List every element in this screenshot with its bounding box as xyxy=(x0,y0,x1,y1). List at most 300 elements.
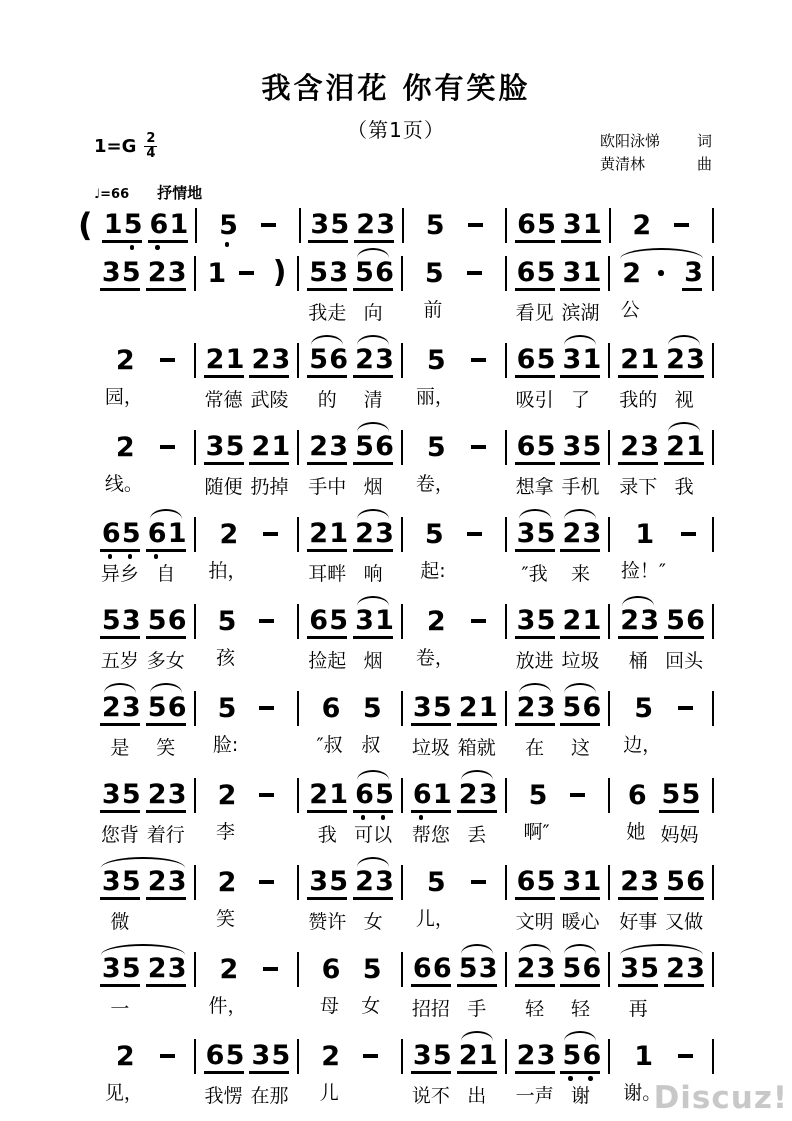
note-digit: 2 xyxy=(147,865,167,897)
composer-role: 曲 xyxy=(696,157,712,174)
octave-dot-row xyxy=(307,378,347,386)
octave-dot-row xyxy=(320,984,340,992)
note-digits xyxy=(218,519,238,549)
measure xyxy=(196,770,298,846)
note-digits xyxy=(320,693,340,723)
lyric-syllable: 着行 xyxy=(146,824,185,846)
note-digits xyxy=(411,780,451,813)
note-digits xyxy=(411,954,451,987)
note-token xyxy=(560,335,600,414)
measure xyxy=(507,1031,609,1110)
arc-spacer xyxy=(421,509,445,519)
note-token xyxy=(353,335,393,414)
note-digits xyxy=(146,780,186,813)
note-token xyxy=(659,770,699,849)
note-digit: 3 xyxy=(562,865,582,897)
low-octave-dot xyxy=(100,552,120,560)
note-digit: 5 xyxy=(375,778,394,810)
octave-dot-row xyxy=(204,378,244,386)
octave-dot-spacer xyxy=(353,900,373,908)
note-token xyxy=(353,509,393,588)
note-digit: 2 xyxy=(620,865,640,897)
dash-note xyxy=(160,1054,175,1058)
note-digit: 3 xyxy=(329,256,349,288)
octave-dot-spacer xyxy=(146,639,166,647)
octave-dot-spacer xyxy=(307,813,327,821)
octave-dot-spacer xyxy=(307,900,327,908)
octave-dot-spacer xyxy=(431,987,451,995)
low-octave-dot xyxy=(217,240,237,248)
note-token xyxy=(560,596,600,675)
octave-dot-row xyxy=(425,462,445,470)
octave-dot-spacer xyxy=(535,291,555,299)
octave-dot-row xyxy=(146,291,186,299)
note-digit: 2 xyxy=(666,343,685,375)
note-token xyxy=(213,857,239,933)
measure xyxy=(92,248,194,327)
arc-spacer xyxy=(214,857,238,867)
note-token xyxy=(146,944,186,1023)
measure xyxy=(403,335,505,411)
note-token xyxy=(675,509,702,585)
note-digits xyxy=(515,693,555,726)
credits xyxy=(600,131,712,178)
note-token xyxy=(249,422,289,501)
octave-dot-spacer xyxy=(146,813,166,821)
note-digit: 1 xyxy=(169,208,189,240)
note-digit: 1 xyxy=(582,256,602,288)
note-token xyxy=(411,683,451,762)
note-digit: 6 xyxy=(627,779,647,811)
octave-dot-spacer xyxy=(411,726,431,734)
dash-note xyxy=(678,706,693,710)
octave-dot-spacer xyxy=(216,723,236,731)
time-signature xyxy=(144,132,157,162)
note-digit: 1 xyxy=(582,208,602,240)
note-token xyxy=(308,200,348,251)
discuz-watermark: Discuz! xyxy=(653,1080,788,1116)
octave-dot-row xyxy=(249,378,289,386)
octave-dot-spacer xyxy=(307,465,327,473)
lyric-syllable: 的 xyxy=(317,389,337,411)
octave-dot-row xyxy=(515,465,555,473)
octave-dot-spacer xyxy=(638,378,658,386)
octave-dot-row xyxy=(620,288,640,296)
octave-dot-spacer xyxy=(515,552,535,560)
note-digits xyxy=(425,867,445,897)
octave-dot-row xyxy=(560,291,600,299)
measure xyxy=(610,596,712,675)
octave-dot-spacer xyxy=(166,552,186,560)
note-token xyxy=(154,1031,181,1107)
note-digits xyxy=(307,519,347,552)
note-token xyxy=(213,770,239,846)
note-digit: 3 xyxy=(375,517,394,549)
note-token xyxy=(461,248,488,324)
note-digits xyxy=(618,606,658,639)
octave-dot-row xyxy=(515,1074,555,1082)
note-digits xyxy=(353,606,393,639)
note-token xyxy=(515,944,555,1023)
octave-dot-spacer xyxy=(580,291,600,299)
note-token xyxy=(420,509,446,585)
note-digit: 2 xyxy=(309,430,329,462)
arc-spacer xyxy=(624,770,648,780)
measure xyxy=(507,857,609,936)
lyric-syllable: 卷， xyxy=(415,473,454,495)
note-token xyxy=(100,857,140,936)
note-token xyxy=(146,248,186,327)
note-token xyxy=(257,509,284,585)
octave-dot-row xyxy=(218,984,238,992)
note-token xyxy=(515,857,555,936)
note-digits xyxy=(564,780,591,810)
note-digits xyxy=(618,345,658,378)
note-digit: 5 xyxy=(271,1039,291,1071)
note-token xyxy=(664,596,704,675)
octave-dot-row xyxy=(632,723,652,731)
note-token xyxy=(648,248,674,327)
octave-dot-spacer xyxy=(353,378,373,386)
note-digits xyxy=(672,693,699,723)
note-token xyxy=(618,335,658,414)
arc-spacer xyxy=(318,944,342,954)
note-digit: 5 xyxy=(681,778,701,810)
octave-dot-spacer xyxy=(630,240,650,248)
music-system xyxy=(78,857,714,936)
note-digits xyxy=(560,432,600,465)
octave-dot-row xyxy=(353,465,393,473)
note-digits xyxy=(308,210,348,243)
arc-spacer xyxy=(466,857,490,867)
note-digits xyxy=(249,1041,289,1074)
octave-dot-spacer xyxy=(146,291,166,299)
lyric-syllable: 母 xyxy=(320,995,340,1017)
measure xyxy=(403,944,505,1023)
dash-note xyxy=(259,619,274,623)
measure xyxy=(197,200,298,248)
note-token xyxy=(307,596,347,675)
octave-dot-spacer xyxy=(638,465,658,473)
octave-dot-row xyxy=(560,726,600,734)
arc-spacer xyxy=(628,200,652,210)
note-digit: 2 xyxy=(219,518,239,550)
octave-dot-row xyxy=(425,897,445,905)
note-digit: 1 xyxy=(634,1040,654,1072)
octave-dot-spacer xyxy=(373,465,393,473)
note-digits xyxy=(465,432,492,462)
arc-spacer xyxy=(420,596,450,606)
octave-dot-row xyxy=(560,1074,600,1082)
arc-spacer xyxy=(214,770,238,780)
arc-spacer xyxy=(422,200,446,210)
note-token xyxy=(416,422,454,498)
note-digit: 5 xyxy=(426,344,446,376)
low-octave-dot xyxy=(146,552,166,560)
note-digit: 1 xyxy=(225,343,245,375)
note-digit: 1 xyxy=(582,865,602,897)
octave-dot-spacer xyxy=(146,900,166,908)
note-digits xyxy=(682,258,702,291)
lyric-syllable: 帮您 xyxy=(411,824,450,846)
note-digit: 3 xyxy=(562,343,582,375)
note-digit: 6 xyxy=(582,952,602,984)
music-system xyxy=(78,200,714,251)
low-octave-dot xyxy=(120,552,140,560)
octave-dot-row xyxy=(100,639,140,647)
octave-dot-spacer xyxy=(269,465,289,473)
octave-dot-row xyxy=(307,552,347,560)
note-digit: 2 xyxy=(516,691,536,723)
octave-dot-spacer xyxy=(204,378,224,386)
measure xyxy=(92,683,194,762)
note-token xyxy=(213,683,239,759)
note-token xyxy=(105,335,143,411)
note-digits xyxy=(515,519,555,552)
measure xyxy=(610,422,712,501)
measure xyxy=(92,1031,194,1107)
note-digits xyxy=(560,1041,600,1074)
octave-dot-row xyxy=(682,291,702,299)
note-digit: 2 xyxy=(115,431,135,463)
note-digits xyxy=(114,1041,134,1071)
note-digits xyxy=(675,519,702,549)
note-digits xyxy=(424,210,444,240)
note-token xyxy=(416,596,454,672)
octave-dot-spacer xyxy=(307,552,327,560)
note-digits xyxy=(307,606,347,639)
note-token xyxy=(515,596,555,675)
note-token xyxy=(618,422,658,501)
note-digit: 5 xyxy=(121,517,141,549)
octave-dot-row xyxy=(216,723,236,731)
note-token xyxy=(316,1031,342,1107)
note-digits xyxy=(307,345,347,378)
note-digit: 5 xyxy=(147,604,167,636)
note-digit: 5 xyxy=(562,952,582,984)
note-digit: 2 xyxy=(620,430,640,462)
octave-dot-spacer xyxy=(218,984,238,992)
octave-dot-spacer xyxy=(560,291,580,299)
note-digits xyxy=(320,954,340,984)
note-token xyxy=(249,335,289,414)
note-token xyxy=(209,509,247,585)
note-digit: 5 xyxy=(536,430,556,462)
octave-dot-spacer xyxy=(638,900,658,908)
note-digits xyxy=(632,693,652,723)
note-digit: 3 xyxy=(309,865,329,897)
octave-dot-spacer xyxy=(249,465,269,473)
barline xyxy=(712,256,714,291)
measure xyxy=(196,944,298,1020)
note-digit: 6 xyxy=(412,778,432,810)
note-digits xyxy=(655,258,667,288)
octave-dot-spacer xyxy=(424,240,444,248)
octave-dot-spacer xyxy=(535,465,555,473)
note-digit: 3 xyxy=(101,952,121,984)
octave-dot-row xyxy=(114,462,134,470)
octave-dot-spacer xyxy=(664,639,684,647)
lyric-syllable: 清 xyxy=(363,389,383,411)
note-digit: 3 xyxy=(376,208,395,240)
octave-dot-row xyxy=(560,639,600,647)
octave-dot-spacer xyxy=(431,1074,451,1082)
note-digit: 3 xyxy=(167,865,187,897)
music-system xyxy=(78,1031,714,1110)
octave-dot-spacer xyxy=(527,810,547,818)
octave-dot-spacer xyxy=(353,639,373,647)
measure xyxy=(610,683,712,759)
note-digit: 5 xyxy=(582,430,602,462)
note-digit: 3 xyxy=(412,1039,432,1071)
octave-dot-row xyxy=(100,900,140,908)
arc-spacer xyxy=(109,422,139,432)
note-digits xyxy=(664,954,704,987)
note-token xyxy=(253,683,280,759)
octave-dot-row xyxy=(353,813,393,821)
octave-dot-spacer xyxy=(327,378,347,386)
measure xyxy=(299,335,401,414)
note-digit: 3 xyxy=(536,952,556,984)
octave-dot-spacer xyxy=(114,462,134,470)
lyric-syllable: 常德 xyxy=(204,389,243,411)
arc-spacer xyxy=(259,944,283,954)
note-digit: 3 xyxy=(101,778,121,810)
note-token xyxy=(623,683,661,759)
arc-spacer xyxy=(255,857,279,867)
note-digits xyxy=(515,210,555,243)
octave-dot-spacer xyxy=(477,987,497,995)
note-token xyxy=(202,248,228,324)
note-digit: 2 xyxy=(115,344,135,376)
octave-dot-row xyxy=(457,813,497,821)
lyric-syllable: 女 xyxy=(363,911,383,933)
lyric-syllable: 是 xyxy=(110,737,130,759)
lyric-syllable: 在那 xyxy=(250,1085,289,1107)
arc-spacer xyxy=(566,770,590,780)
octave-dot-spacer xyxy=(457,813,477,821)
lyric-syllable: 拍， xyxy=(208,560,247,582)
lyric-syllable: ″我 xyxy=(521,563,548,585)
note-token xyxy=(411,944,451,1023)
lyric-syllable: 脸: xyxy=(212,734,239,756)
arc-spacer xyxy=(462,509,486,519)
note-token xyxy=(353,857,393,936)
note-digit: 6 xyxy=(147,517,167,549)
octave-dot-row xyxy=(361,984,381,992)
note-digits xyxy=(620,258,640,288)
note-digit: 3 xyxy=(121,604,141,636)
measure xyxy=(92,944,194,1023)
measure xyxy=(299,422,401,501)
octave-dot-spacer xyxy=(626,810,646,818)
note-token xyxy=(560,857,600,936)
lyric-syllable: 箱就 xyxy=(457,737,496,759)
dash-note xyxy=(363,1054,378,1058)
augmentation-dot xyxy=(658,270,664,276)
note-digits xyxy=(204,1041,244,1074)
dash-note xyxy=(259,793,274,797)
measure xyxy=(610,248,712,327)
lyric-syllable: 来 xyxy=(570,563,590,585)
octave-dot-spacer xyxy=(580,378,600,386)
note-token xyxy=(146,509,186,588)
lyric-syllable: 说不 xyxy=(411,1085,450,1107)
note-token xyxy=(209,944,247,1020)
octave-dot-row xyxy=(307,639,347,647)
note-token xyxy=(465,335,492,411)
note-digit: 6 xyxy=(149,208,169,240)
arc-spacer xyxy=(627,683,657,693)
note-digits xyxy=(425,345,445,375)
octave-dot-row xyxy=(425,375,445,383)
lyric-syllable: 出 xyxy=(467,1085,487,1107)
arc-spacer xyxy=(421,248,445,258)
lyric-syllable: 件， xyxy=(208,995,247,1017)
note-token xyxy=(411,770,451,849)
note-digit: 3 xyxy=(167,778,187,810)
octave-dot-row xyxy=(457,987,497,995)
note-digit: 2 xyxy=(147,952,167,984)
note-digits xyxy=(618,432,658,465)
note-digit: 2 xyxy=(458,691,478,723)
note-digits xyxy=(457,780,497,813)
lyric-syllable: 前 xyxy=(423,299,443,321)
octave-dot-row xyxy=(353,378,393,386)
note-digits xyxy=(560,345,600,378)
note-token xyxy=(564,770,591,846)
note-token xyxy=(146,857,186,936)
note-digit: 6 xyxy=(412,952,432,984)
octave-dot-spacer xyxy=(100,813,120,821)
lyric-syllable: 轻 xyxy=(525,998,545,1020)
octave-dot-spacer xyxy=(353,465,373,473)
note-digit: 3 xyxy=(516,604,536,636)
note-digits xyxy=(307,432,347,465)
octave-dot-row xyxy=(411,1074,451,1082)
measure xyxy=(507,200,608,251)
note-digit: 6 xyxy=(375,430,394,462)
barline xyxy=(712,604,714,639)
measure xyxy=(92,857,194,936)
note-digit: 1 xyxy=(640,343,660,375)
arc-spacer xyxy=(674,683,698,693)
measure xyxy=(196,683,298,759)
note-digits xyxy=(457,693,497,726)
measure xyxy=(507,248,609,327)
note-token xyxy=(560,509,600,588)
octave-dot-row xyxy=(618,465,658,473)
octave-dot-row xyxy=(114,375,134,383)
credit-lyricist xyxy=(600,131,712,154)
octave-dot-spacer xyxy=(411,1074,431,1082)
arc-spacer xyxy=(255,596,279,606)
note-token xyxy=(307,857,347,936)
note-digit: 3 xyxy=(562,430,582,462)
octave-dot-spacer xyxy=(361,723,381,731)
note-digit: 6 xyxy=(686,865,705,897)
octave-dot-row xyxy=(100,813,140,821)
note-digits xyxy=(146,258,186,291)
dash-note xyxy=(471,358,486,362)
music-system xyxy=(78,944,714,1023)
octave-dot-row xyxy=(353,639,393,647)
octave-dot-spacer xyxy=(100,726,120,734)
note-digits xyxy=(560,258,600,291)
octave-dot-row xyxy=(205,288,225,296)
note-token xyxy=(358,944,384,1020)
note-digit: 5 xyxy=(362,692,382,724)
